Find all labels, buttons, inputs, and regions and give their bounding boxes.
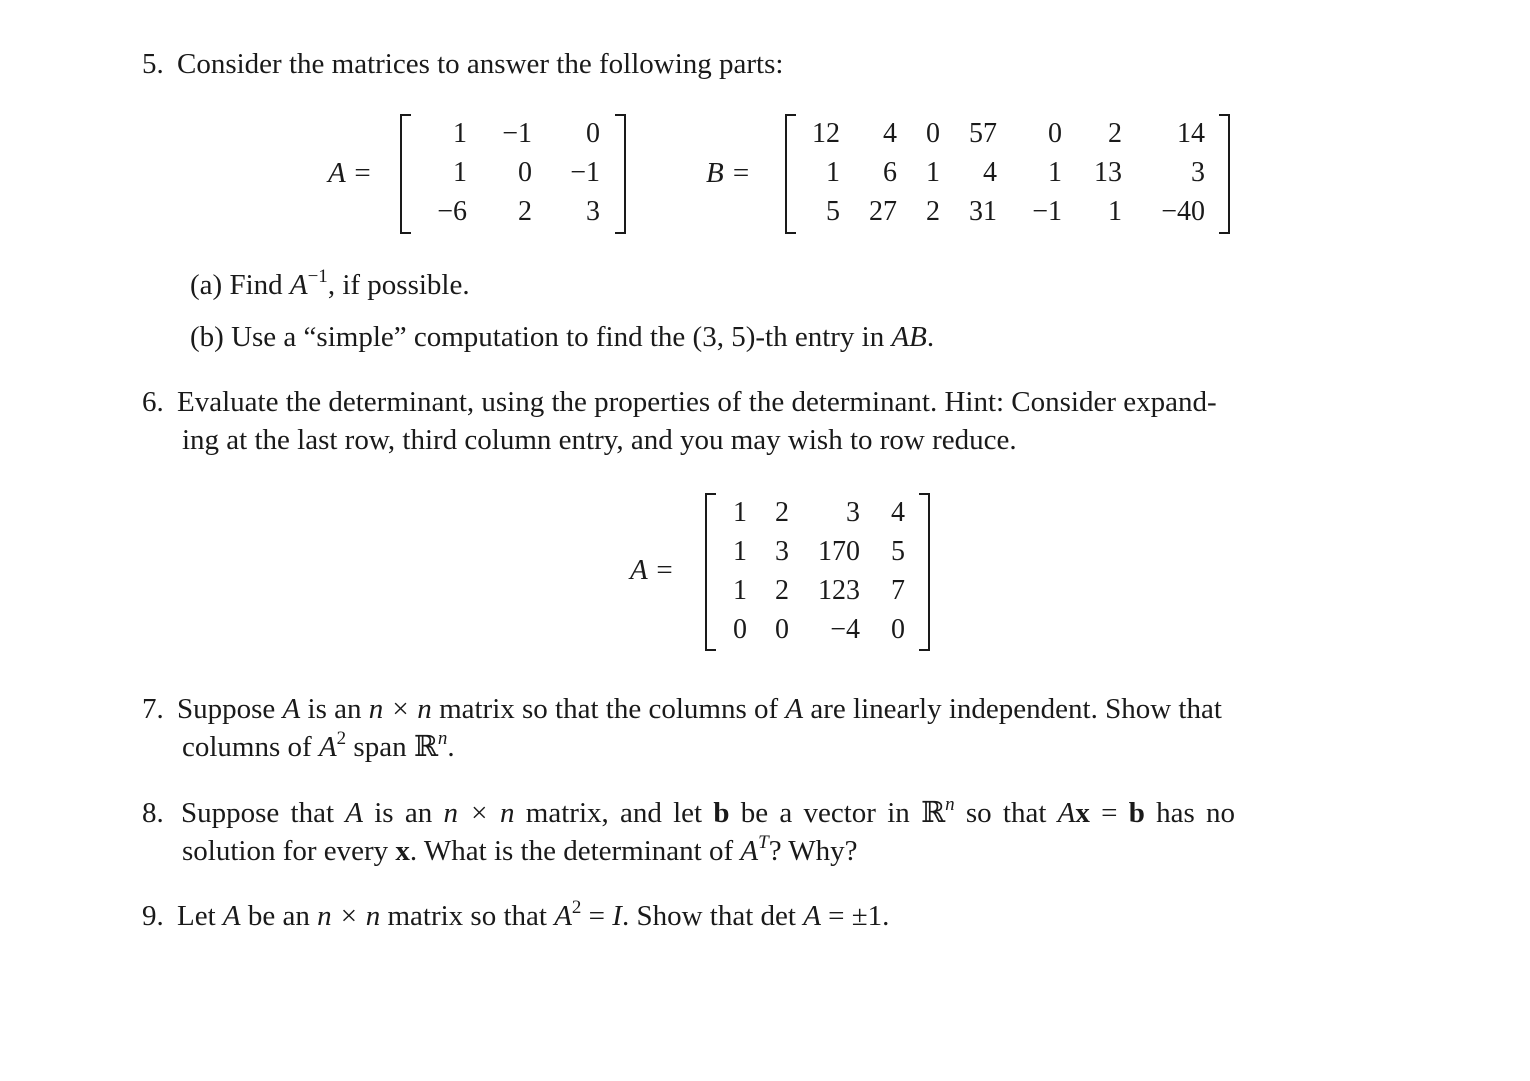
text: are linearly independent. Show that [803, 693, 1222, 725]
cell: 1 [1108, 196, 1122, 227]
problem-number: 7. [142, 693, 164, 725]
cell: 27 [869, 196, 897, 227]
part-label: (a) [190, 269, 223, 301]
math: A [803, 900, 821, 932]
text: matrix so that [380, 900, 555, 932]
problem-5-heading [142, 50, 783, 79]
text: . [447, 731, 455, 763]
cell: 4 [883, 118, 897, 149]
cell: 0 [586, 118, 600, 149]
math: A [554, 900, 572, 932]
cell: 4 [891, 497, 905, 528]
math: n × n [317, 900, 381, 932]
cell: 13 [1094, 157, 1122, 188]
text: = [1089, 797, 1129, 829]
superscript: −1 [307, 266, 328, 287]
math: A [345, 797, 363, 829]
math: A [282, 693, 301, 725]
math: A [318, 731, 337, 763]
left-bracket [400, 114, 411, 234]
matrix-a-4x4 [705, 493, 930, 651]
cell: 170 [818, 536, 860, 567]
superscript: n [945, 794, 955, 815]
text: = [581, 900, 613, 932]
cell: 31 [969, 196, 997, 227]
cell: 1 [453, 157, 467, 188]
cell: 0 [926, 118, 940, 149]
text: Suppose that [181, 797, 346, 829]
math: n × n [368, 693, 432, 725]
cell: 1 [826, 157, 840, 188]
cell: 0 [1048, 118, 1062, 149]
problem-number: 9. [142, 900, 164, 932]
math: A [1057, 797, 1076, 829]
text: is an [363, 797, 444, 829]
cell: 2 [775, 575, 789, 606]
text: . [926, 321, 935, 353]
cell: −1 [502, 118, 532, 149]
left-bracket [785, 114, 796, 234]
text: . What is the determinant of [409, 835, 741, 867]
cell: 2 [775, 497, 789, 528]
problem-8-line-1 [142, 794, 1236, 829]
cell: 14 [1177, 118, 1205, 149]
text: so that [954, 797, 1058, 829]
cell: 0 [775, 614, 789, 645]
cell: 3 [586, 196, 600, 227]
cell: 4 [983, 157, 997, 188]
cell: 6 [883, 157, 897, 188]
text: Let [177, 900, 223, 932]
part-b [190, 323, 934, 352]
bold-vector: x [395, 835, 410, 867]
cell: 1 [1048, 157, 1062, 188]
math: A [740, 835, 759, 867]
text: = ±1. [820, 900, 890, 932]
right-bracket [1219, 114, 1230, 234]
cell: 0 [518, 157, 532, 188]
text: is an [300, 693, 369, 725]
text: columns of [182, 731, 319, 763]
cell: 12 [812, 118, 840, 149]
text: span ℝ [346, 731, 438, 763]
cell: −1 [1032, 196, 1062, 227]
superscript: T [758, 832, 769, 853]
text: solution for every [182, 835, 396, 867]
cell: 5 [826, 196, 840, 227]
superscript: n [437, 728, 448, 749]
cell: 2 [926, 196, 940, 227]
text: Suppose [177, 693, 283, 725]
math: AB [891, 321, 927, 353]
problem-7-line-1 [142, 695, 1222, 724]
problem-number: 5. [142, 48, 164, 80]
bold-vector: x [1075, 797, 1090, 829]
right-bracket [615, 114, 626, 234]
part-a [190, 266, 470, 301]
cell: 3 [775, 536, 789, 567]
cell: −6 [437, 196, 467, 227]
problem-7-line-2 [182, 728, 455, 763]
cell: 1 [733, 575, 747, 606]
text: has no [1144, 797, 1236, 829]
problem-6-line-2: ing at the last row, third column entry, and you may wish to row reduce. [182, 424, 1017, 456]
math: n × n [443, 797, 515, 829]
text: ? Why? [768, 835, 858, 867]
problem-number: 6. [142, 386, 164, 418]
right-bracket [919, 493, 930, 651]
cell: 1 [926, 157, 940, 188]
cell: 7 [891, 575, 905, 606]
text: be a vector in ℝ [729, 797, 946, 829]
bold-vector: b [713, 797, 730, 829]
math: A [785, 693, 804, 725]
text: , if possible. [327, 269, 470, 301]
cell: 5 [891, 536, 905, 567]
cell: 1 [453, 118, 467, 149]
problem-8-line-2 [182, 832, 858, 867]
cell: 3 [846, 497, 860, 528]
cell: 0 [733, 614, 747, 645]
cell: 1 [733, 536, 747, 567]
problem-9 [142, 897, 890, 932]
cell: 2 [518, 196, 532, 227]
matrix-b [785, 114, 1230, 234]
cell: −1 [570, 157, 600, 188]
cell: 57 [969, 118, 997, 149]
cell: 1 [733, 497, 747, 528]
text: matrix, and let [514, 797, 714, 829]
problem-6-line-1 [142, 388, 1217, 417]
cell: 123 [818, 575, 860, 606]
matrix-b-label: B = [706, 157, 751, 189]
cell: −4 [830, 614, 860, 645]
math: A [289, 269, 308, 301]
text: . Show that det [621, 900, 804, 932]
problem-text: Evaluate the determinant, using the properties of the determinant. Hint: Consider expand- [177, 386, 1217, 418]
problem-text: Consider the matrices to answer the following parts: [177, 48, 784, 80]
matrix-a-label: A = [630, 554, 675, 586]
superscript: 2 [336, 728, 347, 749]
problem-number: 8. [142, 797, 164, 829]
cell: 2 [1108, 118, 1122, 149]
part-label: (b) [190, 321, 224, 353]
text: Use a “simple” computation to find the (3, 5)-th entry in [231, 321, 892, 353]
text: matrix so that the columns of [431, 693, 786, 725]
math: I [612, 900, 622, 932]
bold-vector: b [1128, 797, 1145, 829]
cell: 0 [891, 614, 905, 645]
matrix-a-label: A = [328, 157, 373, 189]
cell: 3 [1191, 157, 1205, 188]
text: be an [240, 900, 318, 932]
math: A [222, 900, 241, 932]
cell: −40 [1161, 196, 1205, 227]
matrix-a [400, 114, 626, 234]
superscript: 2 [571, 897, 582, 918]
text: Find [229, 269, 290, 301]
